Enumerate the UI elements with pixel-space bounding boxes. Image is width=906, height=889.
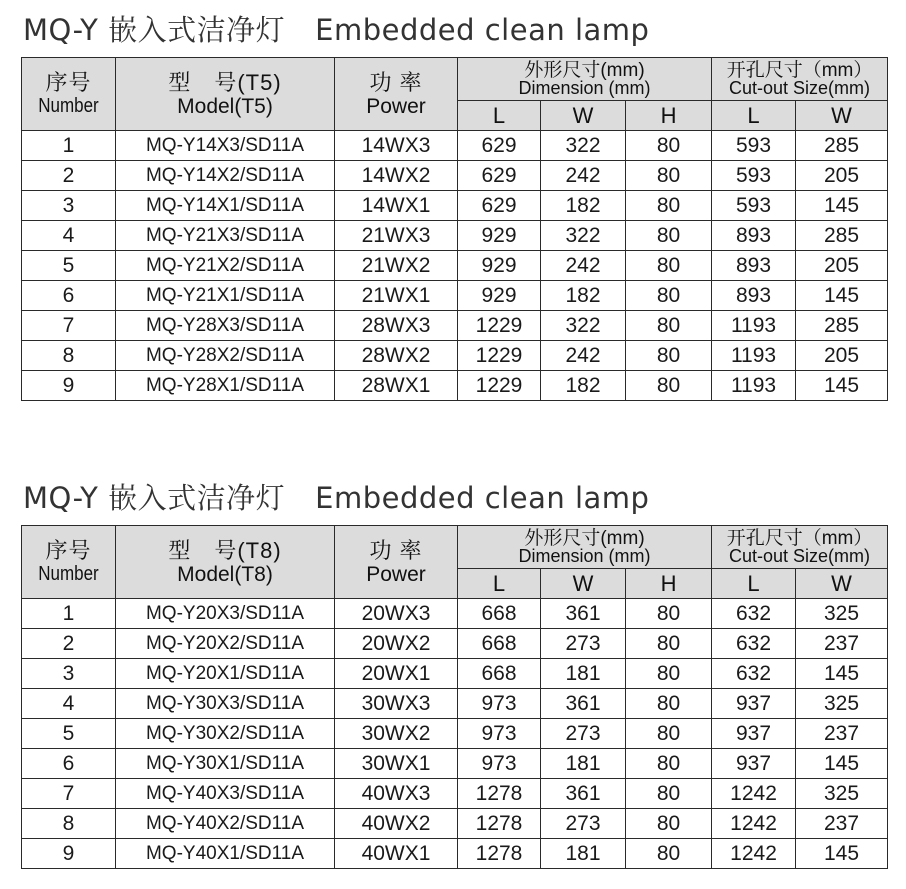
table-row bbox=[22, 251, 888, 281]
cell-model: MQ-Y30X3/SD11A bbox=[116, 689, 335, 719]
cell-power: 40WX2 bbox=[335, 809, 458, 839]
cell-dim-h: 80 bbox=[626, 659, 712, 689]
cell-dim-w: 182 bbox=[541, 191, 626, 221]
cell-dim-l: 629 bbox=[458, 131, 541, 161]
cell-number: 5 bbox=[22, 251, 116, 281]
cell-cut-w: 237 bbox=[796, 629, 888, 659]
cell-cut-w: 325 bbox=[796, 779, 888, 809]
header-cutout-en: Cut-out Size(mm) bbox=[729, 545, 871, 566]
spec-section-t5 bbox=[21, 8, 887, 401]
cell-dim-l: 1278 bbox=[458, 779, 541, 809]
cell-power: 20WX1 bbox=[335, 659, 458, 689]
cell-dim-l: 1229 bbox=[458, 371, 541, 401]
cell-dim-w: 361 bbox=[541, 779, 626, 809]
cell-cut-w: 145 bbox=[796, 281, 888, 311]
table-row bbox=[22, 311, 888, 341]
cell-cut-w: 145 bbox=[796, 659, 888, 689]
header-number-en: Number bbox=[38, 94, 99, 117]
cell-number: 1 bbox=[22, 599, 116, 629]
cell-cut-l: 937 bbox=[712, 719, 796, 749]
cell-dim-l: 929 bbox=[458, 281, 541, 311]
cell-dim-l: 973 bbox=[458, 719, 541, 749]
cell-cut-w: 145 bbox=[796, 749, 888, 779]
cell-dim-w: 322 bbox=[541, 311, 626, 341]
cell-power: 14WX2 bbox=[335, 161, 458, 191]
cell-dim-h: 80 bbox=[626, 629, 712, 659]
section-title bbox=[21, 476, 887, 520]
header-dim-w: W bbox=[541, 101, 626, 131]
cell-model: MQ-Y20X3/SD11A bbox=[116, 599, 335, 629]
cell-cut-w: 285 bbox=[796, 131, 888, 161]
cell-cut-w: 285 bbox=[796, 311, 888, 341]
cell-cut-l: 632 bbox=[712, 599, 796, 629]
cell-number: 7 bbox=[22, 311, 116, 341]
cell-model: MQ-Y40X3/SD11A bbox=[116, 779, 335, 809]
cell-cut-w: 325 bbox=[796, 599, 888, 629]
cell-model: MQ-Y21X2/SD11A bbox=[116, 251, 335, 281]
header-dim-w: W bbox=[541, 569, 626, 599]
spec-table-t5 bbox=[21, 57, 888, 401]
cell-dim-h: 80 bbox=[626, 749, 712, 779]
cell-dim-l: 1278 bbox=[458, 839, 541, 869]
cell-power: 28WX2 bbox=[335, 341, 458, 371]
table-row bbox=[22, 629, 888, 659]
cell-dim-l: 629 bbox=[458, 161, 541, 191]
cell-model: MQ-Y40X2/SD11A bbox=[116, 809, 335, 839]
cell-cut-w: 205 bbox=[796, 161, 888, 191]
cell-cut-l: 593 bbox=[712, 131, 796, 161]
cell-number: 7 bbox=[22, 779, 116, 809]
header-number-cn: 序号 bbox=[45, 537, 92, 563]
table-row bbox=[22, 719, 888, 749]
header-cutout-cn: 开孔尺寸（mm） bbox=[726, 527, 873, 549]
cell-model: MQ-Y40X1/SD11A bbox=[116, 839, 335, 869]
cell-power: 28WX1 bbox=[335, 371, 458, 401]
header-dim-l: L bbox=[458, 101, 541, 131]
cell-dim-w: 273 bbox=[541, 809, 626, 839]
header-dimension-cn: 外形尺寸(mm) bbox=[524, 59, 645, 81]
table-row bbox=[22, 599, 888, 629]
cell-dim-w: 181 bbox=[541, 749, 626, 779]
cell-number: 6 bbox=[22, 281, 116, 311]
cell-dim-l: 629 bbox=[458, 191, 541, 221]
table-row bbox=[22, 839, 888, 869]
cell-cut-l: 893 bbox=[712, 251, 796, 281]
header-number bbox=[22, 526, 116, 599]
cell-cut-l: 893 bbox=[712, 281, 796, 311]
header-cutout-en: Cut-out Size(mm) bbox=[729, 77, 871, 98]
cell-dim-h: 80 bbox=[626, 779, 712, 809]
cell-power: 21WX2 bbox=[335, 251, 458, 281]
header-dim-h: H bbox=[626, 569, 712, 599]
cell-dim-w: 273 bbox=[541, 719, 626, 749]
header-power-cn: 功 率 bbox=[369, 69, 423, 95]
spec-table-body bbox=[22, 599, 888, 869]
cell-dim-h: 80 bbox=[626, 161, 712, 191]
cell-cut-l: 593 bbox=[712, 161, 796, 191]
cell-power: 28WX3 bbox=[335, 311, 458, 341]
header-model-cn: 型 号(T8) bbox=[168, 537, 282, 563]
cell-dim-w: 181 bbox=[541, 839, 626, 869]
table-row bbox=[22, 131, 888, 161]
cell-dim-h: 80 bbox=[626, 341, 712, 371]
table-row bbox=[22, 689, 888, 719]
cell-dim-w: 242 bbox=[541, 341, 626, 371]
section-title bbox=[21, 8, 887, 52]
cell-number: 8 bbox=[22, 341, 116, 371]
cell-dim-h: 80 bbox=[626, 221, 712, 251]
cell-dim-h: 80 bbox=[626, 311, 712, 341]
cell-dim-l: 973 bbox=[458, 749, 541, 779]
header-cut-w: W bbox=[796, 101, 888, 131]
cell-cut-l: 593 bbox=[712, 191, 796, 221]
cell-cut-l: 632 bbox=[712, 629, 796, 659]
cell-model: MQ-Y30X2/SD11A bbox=[116, 719, 335, 749]
cell-model: MQ-Y30X1/SD11A bbox=[116, 749, 335, 779]
cell-model: MQ-Y14X1/SD11A bbox=[116, 191, 335, 221]
cell-dim-l: 668 bbox=[458, 629, 541, 659]
header-model-cn: 型 号(T5) bbox=[168, 69, 282, 95]
cell-dim-h: 80 bbox=[626, 809, 712, 839]
cell-power: 30WX3 bbox=[335, 689, 458, 719]
cell-power: 14WX1 bbox=[335, 191, 458, 221]
header-power-en: Power bbox=[366, 94, 426, 118]
section-title-cn: MQ-Y 嵌入式洁净灯 bbox=[23, 13, 286, 47]
cell-power: 30WX1 bbox=[335, 749, 458, 779]
table-row bbox=[22, 809, 888, 839]
cell-cut-l: 1193 bbox=[712, 371, 796, 401]
header-number-en: Number bbox=[38, 562, 99, 585]
cell-cut-w: 205 bbox=[796, 251, 888, 281]
table-row bbox=[22, 191, 888, 221]
table-row bbox=[22, 371, 888, 401]
section-title-cn: MQ-Y 嵌入式洁净灯 bbox=[23, 481, 286, 515]
cell-dim-h: 80 bbox=[626, 281, 712, 311]
cell-power: 20WX3 bbox=[335, 599, 458, 629]
table-row bbox=[22, 659, 888, 689]
cell-power: 30WX2 bbox=[335, 719, 458, 749]
cell-model: MQ-Y14X3/SD11A bbox=[116, 131, 335, 161]
cell-number: 8 bbox=[22, 809, 116, 839]
cell-number: 2 bbox=[22, 161, 116, 191]
cell-cut-w: 145 bbox=[796, 191, 888, 221]
header-cutout bbox=[712, 526, 888, 569]
header-number bbox=[22, 58, 116, 131]
cell-dim-h: 80 bbox=[626, 191, 712, 221]
header-dimension bbox=[458, 58, 712, 101]
cell-dim-h: 80 bbox=[626, 131, 712, 161]
cell-cut-l: 1242 bbox=[712, 809, 796, 839]
table-row bbox=[22, 341, 888, 371]
cell-cut-w: 237 bbox=[796, 719, 888, 749]
cell-dim-l: 1278 bbox=[458, 809, 541, 839]
header-power bbox=[335, 58, 458, 131]
cell-number: 4 bbox=[22, 689, 116, 719]
header-cut-l: L bbox=[712, 569, 796, 599]
cell-number: 2 bbox=[22, 629, 116, 659]
cell-cut-l: 1242 bbox=[712, 779, 796, 809]
table-row bbox=[22, 281, 888, 311]
header-dimension-en: Dimension (mm) bbox=[518, 77, 651, 98]
header-dim-h: H bbox=[626, 101, 712, 131]
cell-cut-l: 1193 bbox=[712, 311, 796, 341]
cell-power: 40WX1 bbox=[335, 839, 458, 869]
cell-dim-l: 973 bbox=[458, 689, 541, 719]
section-title-en: Embedded clean lamp bbox=[315, 13, 650, 47]
spec-table-body bbox=[22, 131, 888, 401]
cell-dim-l: 929 bbox=[458, 221, 541, 251]
cell-dim-w: 361 bbox=[541, 599, 626, 629]
header-model bbox=[116, 58, 335, 131]
cell-power: 21WX3 bbox=[335, 221, 458, 251]
cell-dim-h: 80 bbox=[626, 251, 712, 281]
cell-cut-l: 937 bbox=[712, 689, 796, 719]
section-title-en: Embedded clean lamp bbox=[315, 481, 650, 515]
header-dimension-cn: 外形尺寸(mm) bbox=[524, 527, 645, 549]
cell-model: MQ-Y21X3/SD11A bbox=[116, 221, 335, 251]
cell-cut-l: 1242 bbox=[712, 839, 796, 869]
cell-number: 1 bbox=[22, 131, 116, 161]
cell-dim-w: 361 bbox=[541, 689, 626, 719]
cell-model: MQ-Y21X1/SD11A bbox=[116, 281, 335, 311]
header-model-en: Model(T8) bbox=[177, 562, 273, 586]
header-cutout-cn: 开孔尺寸（mm） bbox=[726, 59, 873, 81]
cell-number: 4 bbox=[22, 221, 116, 251]
cell-dim-h: 80 bbox=[626, 689, 712, 719]
header-power bbox=[335, 526, 458, 599]
cell-model: MQ-Y14X2/SD11A bbox=[116, 161, 335, 191]
cell-power: 20WX2 bbox=[335, 629, 458, 659]
cell-model: MQ-Y28X1/SD11A bbox=[116, 371, 335, 401]
cell-cut-l: 893 bbox=[712, 221, 796, 251]
table-row bbox=[22, 161, 888, 191]
cell-cut-w: 145 bbox=[796, 839, 888, 869]
cell-dim-h: 80 bbox=[626, 371, 712, 401]
table-row bbox=[22, 221, 888, 251]
cell-dim-h: 80 bbox=[626, 839, 712, 869]
header-dimension-en: Dimension (mm) bbox=[518, 545, 651, 566]
cell-model: MQ-Y28X3/SD11A bbox=[116, 311, 335, 341]
cell-power: 21WX1 bbox=[335, 281, 458, 311]
cell-dim-w: 242 bbox=[541, 251, 626, 281]
cell-dim-w: 273 bbox=[541, 629, 626, 659]
cell-cut-l: 937 bbox=[712, 749, 796, 779]
cell-dim-w: 181 bbox=[541, 659, 626, 689]
header-model-en: Model(T5) bbox=[177, 94, 273, 118]
cell-number: 9 bbox=[22, 839, 116, 869]
header-power-cn: 功 率 bbox=[369, 537, 423, 563]
spec-section-t8 bbox=[21, 476, 887, 869]
cell-model: MQ-Y20X1/SD11A bbox=[116, 659, 335, 689]
cell-cut-w: 237 bbox=[796, 809, 888, 839]
cell-cut-w: 285 bbox=[796, 221, 888, 251]
cell-dim-h: 80 bbox=[626, 719, 712, 749]
cell-dim-l: 668 bbox=[458, 659, 541, 689]
cell-dim-w: 182 bbox=[541, 281, 626, 311]
header-cut-l: L bbox=[712, 101, 796, 131]
header-power-en: Power bbox=[366, 562, 426, 586]
cell-dim-h: 80 bbox=[626, 599, 712, 629]
header-cutout bbox=[712, 58, 888, 101]
cell-number: 5 bbox=[22, 719, 116, 749]
cell-model: MQ-Y20X2/SD11A bbox=[116, 629, 335, 659]
cell-cut-w: 145 bbox=[796, 371, 888, 401]
cell-dim-w: 182 bbox=[541, 371, 626, 401]
spec-table-t8 bbox=[21, 525, 888, 869]
header-cut-w: W bbox=[796, 569, 888, 599]
cell-dim-l: 1229 bbox=[458, 341, 541, 371]
header-dimension bbox=[458, 526, 712, 569]
cell-number: 3 bbox=[22, 659, 116, 689]
cell-cut-w: 325 bbox=[796, 689, 888, 719]
cell-dim-w: 322 bbox=[541, 221, 626, 251]
header-number-cn: 序号 bbox=[45, 69, 92, 95]
cell-dim-w: 242 bbox=[541, 161, 626, 191]
cell-power: 14WX3 bbox=[335, 131, 458, 161]
table-row bbox=[22, 779, 888, 809]
cell-dim-w: 322 bbox=[541, 131, 626, 161]
cell-number: 6 bbox=[22, 749, 116, 779]
cell-cut-w: 205 bbox=[796, 341, 888, 371]
cell-cut-l: 632 bbox=[712, 659, 796, 689]
cell-number: 9 bbox=[22, 371, 116, 401]
cell-dim-l: 668 bbox=[458, 599, 541, 629]
cell-dim-l: 1229 bbox=[458, 311, 541, 341]
cell-model: MQ-Y28X2/SD11A bbox=[116, 341, 335, 371]
header-dim-l: L bbox=[458, 569, 541, 599]
cell-dim-l: 929 bbox=[458, 251, 541, 281]
cell-cut-l: 1193 bbox=[712, 341, 796, 371]
cell-number: 3 bbox=[22, 191, 116, 221]
cell-power: 40WX3 bbox=[335, 779, 458, 809]
header-model bbox=[116, 526, 335, 599]
table-row bbox=[22, 749, 888, 779]
